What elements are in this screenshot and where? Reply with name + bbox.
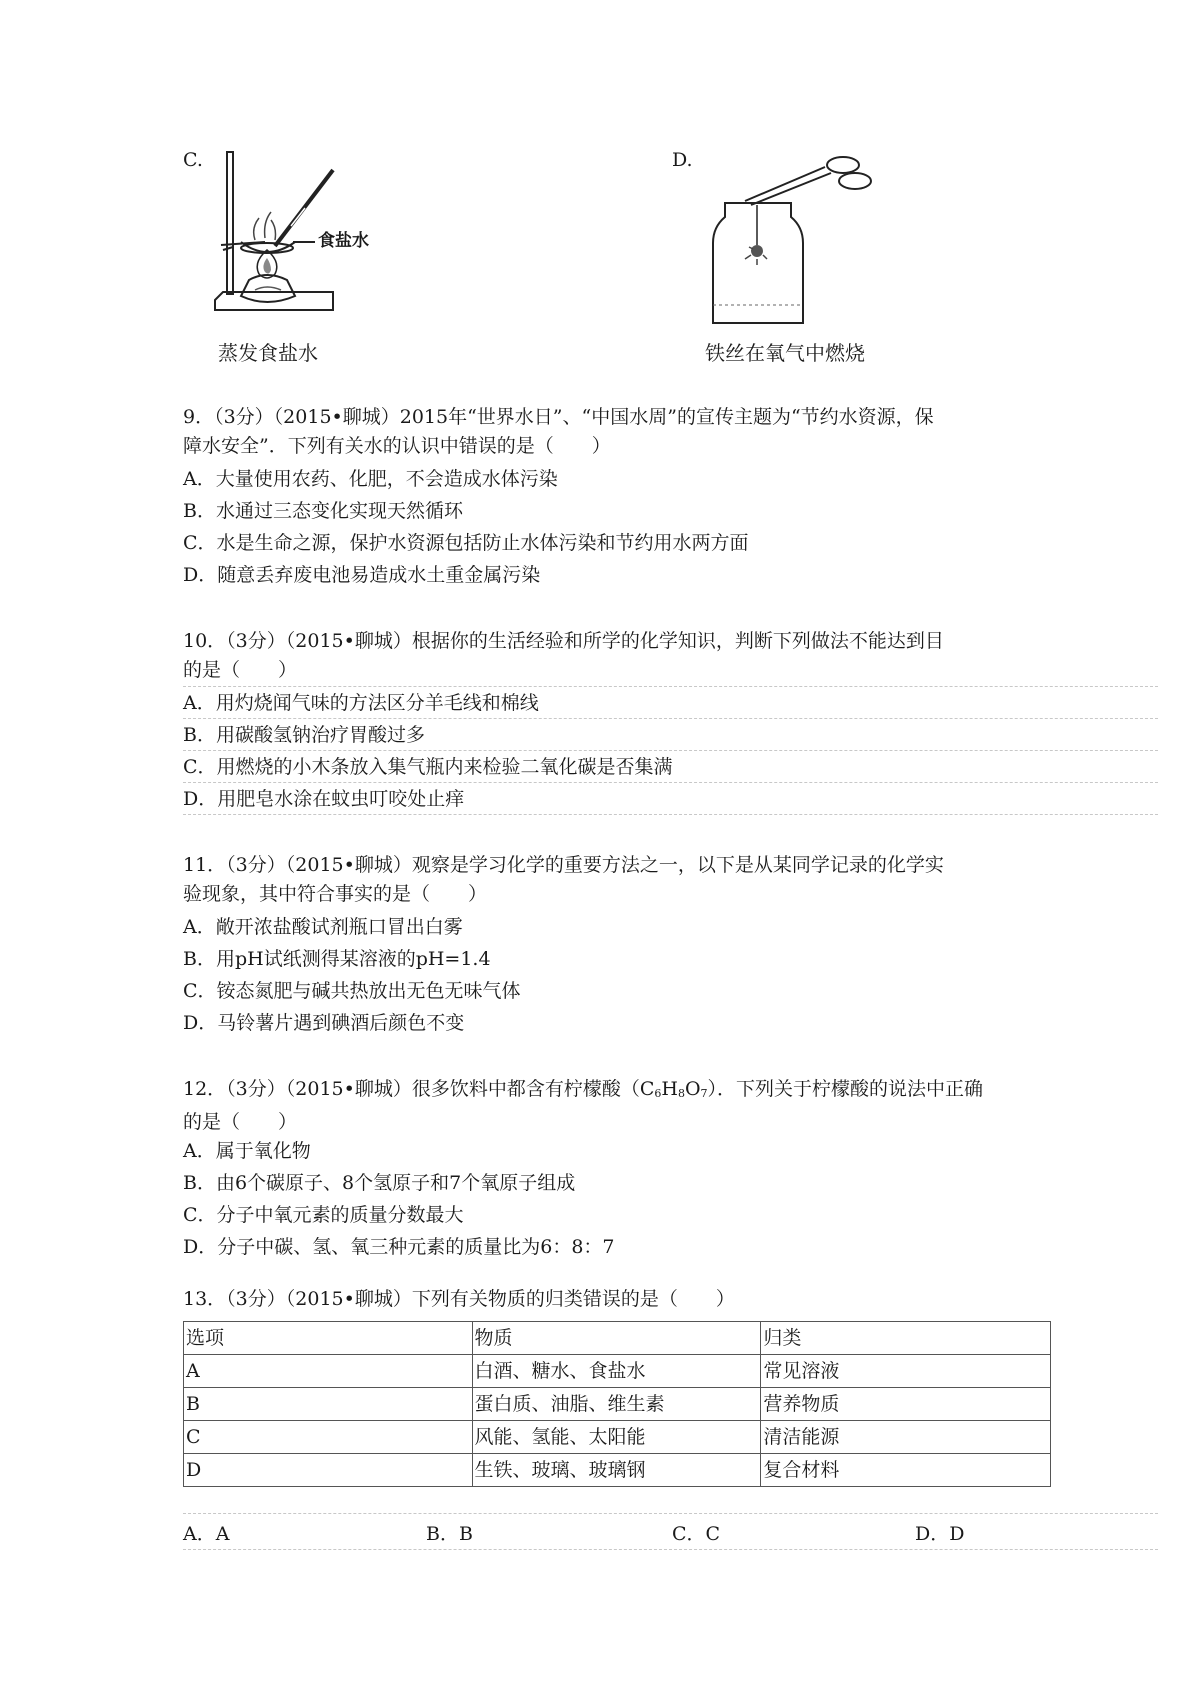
question-11-stem-line-2: 验现象，其中符合事实的是（ ） (183, 883, 488, 905)
question-13-stem-line: 13．（3分）（2015•聊城）下列有关物质的归类错误的是（ ） (183, 1288, 735, 1310)
dotted-divider (183, 782, 1158, 783)
question-10-option-a: A．用灼烧闻气味的方法区分羊毛线和棉线 (183, 692, 539, 714)
question-9-option-d: D．随意丢弃废电池易造成水土重金属污染 (183, 564, 541, 586)
question-12-stem-line-1 (183, 1075, 1063, 1108)
table-cell: 蛋白质、油脂、维生素 (472, 1388, 761, 1421)
question-12-option-d: D．分子中碳、氢、氧三种元素的质量比为6：8：7 (183, 1236, 615, 1258)
question-11-option-c: C．铵态氮肥与碱共热放出无色无味气体 (183, 980, 521, 1002)
table-cell: 生铁、玻璃、玻璃钢 (472, 1454, 761, 1487)
dotted-divider (183, 1549, 1158, 1550)
dotted-divider (183, 1513, 1158, 1514)
question-10-stem-line-1: 10．（3分）（2015•聊城）根据你的生活经验和所学的化学知识，判断下列做法不能达到目 (183, 630, 944, 652)
question-11-option-a: A．敞开浓盐酸试剂瓶口冒出白雾 (183, 916, 463, 938)
table-cell: A (184, 1355, 473, 1388)
formula-o-count: 7 (700, 1087, 708, 1100)
dotted-divider (183, 686, 1158, 687)
question-12-stem-pre: 12．（3分）（2015•聊城）很多饮料中都含有柠檬酸（C (183, 1078, 655, 1100)
question-10-option-b: B．用碳酸氢钠治疗胃酸过多 (183, 724, 425, 746)
question-11-option-b: B．用pH试纸测得某溶液的pH=1.4 (183, 948, 491, 970)
dotted-divider (183, 750, 1158, 751)
table-cell: D (184, 1454, 473, 1487)
question-13-stem (183, 1285, 1063, 1314)
table-cell: 清洁能源 (761, 1421, 1051, 1454)
question-13-answer-b: B．B (426, 1523, 473, 1545)
table-cell: 白酒、糖水、食盐水 (472, 1355, 761, 1388)
table-cell: 常见溶液 (761, 1355, 1051, 1388)
question-9-option-b: B．水通过三态变化实现天然循环 (183, 500, 463, 522)
question-11-stem-line-1: 11．（3分）（2015•聊城）观察是学习化学的重要方法之一，以下是从某同学记录的化学实 (183, 854, 944, 876)
question-10-option-c: C．用燃烧的小木条放入集气瓶内来检验二氧化碳是否集满 (183, 756, 673, 778)
table-header-row (184, 1322, 1051, 1355)
question-12-option-a: A．属于氧化物 (183, 1140, 311, 1162)
question-9-option-a: A．大量使用农药、化肥，不会造成水体污染 (183, 468, 558, 490)
table-row (184, 1421, 1051, 1454)
question-9-stem-line-2: 障水安全”．下列有关水的认识中错误的是（ ） (183, 435, 611, 457)
table-row (184, 1355, 1051, 1388)
question-9-stem (183, 403, 1063, 461)
table-cell: 复合材料 (761, 1454, 1051, 1487)
question-11-option-d: D．马铃薯片遇到碘酒后颜色不变 (183, 1012, 465, 1034)
figure-c-tag: 食盐水 (318, 231, 369, 251)
question-11-stem (183, 851, 1063, 909)
question-12-option-b: B．由6个碳原子、8个氢原子和7个氧原子组成 (183, 1172, 576, 1194)
table-cell: B (184, 1388, 473, 1421)
question-13-answer-d: D．D (915, 1523, 965, 1545)
question-9-stem-line-1: 9．（3分）（2015•聊城）2015年“世界水日”、“中国水周”的宣传主题为“节约水资源，保 (183, 406, 934, 428)
formula-h-count: 8 (677, 1087, 685, 1100)
figure-d-label: D. (672, 149, 693, 171)
question-9-option-c: C．水是生命之源，保护水资源包括防止水体污染和节约用水两方面 (183, 532, 749, 554)
figure-c-caption: 蒸发食盐水 (218, 341, 318, 365)
question-10-option-d: D．用肥皂水涂在蚊虫叮咬处止痒 (183, 788, 465, 810)
question-12-option-c: C．分子中氧元素的质量分数最大 (183, 1204, 464, 1226)
figure-d-caption: 铁丝在氧气中燃烧 (705, 341, 865, 365)
table-cell: 风能、氢能、太阳能 (472, 1421, 761, 1454)
formula-h-symbol: H (661, 1078, 678, 1100)
question-10-stem-line-2: 的是（ ） (183, 659, 298, 681)
table-cell: C (184, 1421, 473, 1454)
table-header-cell: 物质 (472, 1322, 761, 1355)
question-12-stem-line-2: 的是（ ） (183, 1111, 298, 1133)
question-12-stem-post: ）．下列关于柠檬酸的说法中正确 (707, 1078, 984, 1100)
classification-table (183, 1321, 1051, 1487)
dotted-divider (183, 718, 1158, 719)
question-13-answer-c: C．C (672, 1523, 721, 1545)
question-12-stem (183, 1075, 1063, 1137)
formula-c-count: 6 (654, 1087, 662, 1100)
question-10-stem (183, 627, 1063, 685)
table-header-cell: 归类 (761, 1322, 1051, 1355)
table-row (184, 1388, 1051, 1421)
iron-wire-burning-figure (705, 155, 880, 330)
formula-o-symbol: O (684, 1078, 701, 1100)
table-cell: 营养物质 (761, 1388, 1051, 1421)
figure-c-label: C. (183, 149, 203, 171)
table-row (184, 1454, 1051, 1487)
evaporation-apparatus-figure (205, 150, 405, 335)
table-header-cell: 选项 (184, 1322, 473, 1355)
question-13-answer-a: A．A (183, 1523, 230, 1545)
dotted-divider (183, 814, 1158, 815)
